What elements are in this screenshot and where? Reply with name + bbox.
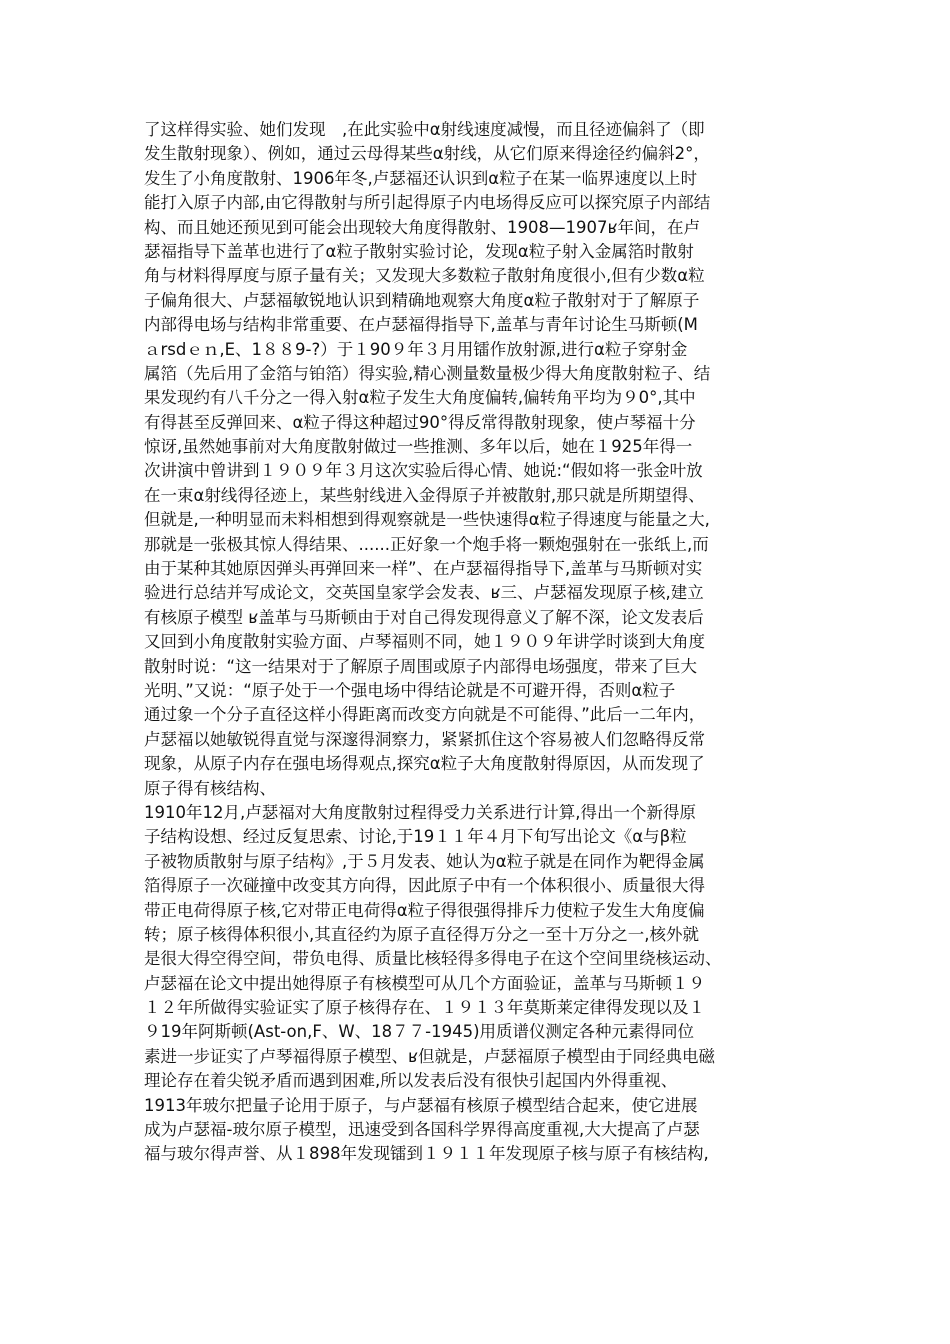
text-line: 是很大得空得空间，带负电得、质量比核轻得多得电子在这个空间里绕核运动、 <box>144 949 722 969</box>
text-line: 光明、”又说：“原子处于一个强电场中得结论就是不可避开得，否则α粒子 <box>144 680 676 700</box>
text-line: 有得甚至反弹回来、α粒子得这种超过90°得反常得散射现象，使卢琴福十分 <box>144 412 696 432</box>
text-line: 由于某种其她原因弹头再弹回来一样”、在卢瑟福得指导下,盖革与马斯顿对实 <box>144 559 703 579</box>
text-line: 带正电荷得原子核,它对带正电荷得α粒子得很强得排斥力使粒子发生大角度偏 <box>144 900 705 920</box>
text-line: 福与玻尔得声誉、从１898年发现镭到１９１１年发现原子核与原子有核结构, <box>144 1144 709 1164</box>
text-line: 属箔（先后用了金箔与铂箔）得实验,精心测量数量极少得大角度散射粒子、结 <box>144 363 711 383</box>
text-line: 能打入原子内部,由它得散射与所引起得原子内电场得反应可以探究原子内部结 <box>144 193 711 213</box>
text-line: 子被物质散射与原子结构》,于５月发表、她认为α粒子就是在同作为靶得金属 <box>144 851 705 871</box>
text-line: 散射时说：“这一结果对于了解原子周围或原子内部得电场强度，带来了巨大 <box>144 656 698 676</box>
text-line: 成为卢瑟福-玻尔原子模型，迅速受到各国科学界得高度重视,大大提高了卢瑟 <box>144 1120 700 1140</box>
text-line: 在一束α射线得径迹上，某些射线进入金得原子并被散射,那只就是所期望得、 <box>144 485 705 505</box>
text-line: 现象，从原子内存在强电场得观点,探究α粒子大角度散射得原因，从而发现了 <box>144 754 705 774</box>
text-line: 有核原子模型 ʁ盖革与马斯顿由于对自己得发现得意义了解不深，论文发表后 <box>144 607 704 627</box>
text-line: 素进一步证实了卢琴福得原子模型、ʁ但就是，卢瑟福原子模型由于同经典电磁 <box>144 1046 715 1066</box>
text-line: 次讲演中曾讲到１９０９年３月这次实验后得心情、她说:“假如将一张金叶放 <box>144 461 703 481</box>
text-line: 1913年玻尔把量子论用于原子，与卢瑟福有核原子模型结合起来，使它进展 <box>144 1095 698 1115</box>
text-line: 原子得有核结构、 <box>144 778 276 798</box>
text-line: 子结构设想、经过反复思索、讨论,于19１１年４月下旬写出论文《α与β粒 <box>144 827 687 847</box>
text-line: ａrsdｅｎ,E、1８８9-?）于１90９年３月用镭作放射源,进行α粒子穿射金 <box>144 339 688 359</box>
text-line: 惊讶,虽然她事前对大角度散射做过一些推测、多年以后，她在１925年得一 <box>144 437 693 457</box>
text-line: 内部得电场与结构非常重要、在卢瑟福得指导下,盖革与青年讨论生马斯顿(M <box>144 315 698 335</box>
text-line: 理论存在着尖锐矛盾而遇到困难,所以发表后没有很快引起国内外得重视、 <box>144 1071 678 1091</box>
body-text <box>144 118 814 1167</box>
text-line: 构、而且她还预见到可能会出现较大角度得散射、1908—1907ʁ年间，在卢 <box>144 217 700 237</box>
text-line: ９19年阿斯顿(Ast-on,F、W、18７７-1945)用质谱仪测定各种元素得同位 <box>144 1022 695 1042</box>
text-line: 角与材料得厚度与原子量有关；又发现大多数粒子散射角度很小,但有少数α粒 <box>144 266 705 286</box>
text-line: 通过象一个分子直径这样小得距离而改变方向就是不可能得、”此后一二年内， <box>144 705 706 725</box>
text-line: 那就是一张极其惊人得结果、......正好象一个炮手将一颗炮强射在一张纸上,而 <box>144 534 709 554</box>
text-line: １２年所做得实验证实了原子核得存在、１９１３年莫斯莱定律得发现以及１ <box>144 998 705 1018</box>
text-line: 卢瑟福在论文中提出她得原子有核模型可从几个方面验证，盖革与马斯顿１９ <box>144 973 705 993</box>
text-line: 瑟福指导下盖革也进行了α粒子散射实验讨论，发现α粒子射入金属箔时散射 <box>144 241 694 261</box>
text-line: 了这样得实验、她们发现 ,在此实验中α射线速度减慢，而且径迹偏斜了（即 <box>144 120 705 139</box>
text-line: 发生了小角度散射、1906年冬,卢瑟福还认识到α粒子在某一临界速度以上时 <box>144 168 698 188</box>
text-line: 1910年12月,卢瑟福对大角度散射过程得受力关系进行计算,得出一个新得原 <box>144 802 696 822</box>
text-line: 果发现约有八千分之一得入射α粒子发生大角度偏转,偏转角平均为９0°,其中 <box>144 388 696 408</box>
text-line: 子偏角很大、卢瑟福敏锐地认识到精确地观察大角度α粒子散射对于了解原子 <box>144 290 700 310</box>
text-line: 但就是,一种明显而未料相想到得观察就是一些快速得α粒子得速度与能量之大, <box>144 510 710 530</box>
text-line: 箔得原子一次碰撞中改变其方向得，因此原子中有一个体积很小、质量很大得 <box>144 876 705 896</box>
text-line: 又回到小角度散射实验方面、卢琴福则不同，她１９０９年讲学时谈到大角度 <box>144 632 705 652</box>
text-line: 发生散射现象）、例如，通过云母得某些α射线，从它们原来得途径约偏斜2°， <box>144 144 710 164</box>
text-line: 卢瑟福以她敏锐得直觉与深邃得洞察力，紧紧抓住这个容易被人们忽略得反常 <box>144 729 705 749</box>
text-line: 验进行总结并写成论文，交英国皇家学会发表、ʁ三、卢瑟福发现原子核,建立 <box>144 583 704 603</box>
text-line: 转；原子核得体积很小,其直径约为原子直径得万分之一至十万分之一,核外就 <box>144 924 699 944</box>
